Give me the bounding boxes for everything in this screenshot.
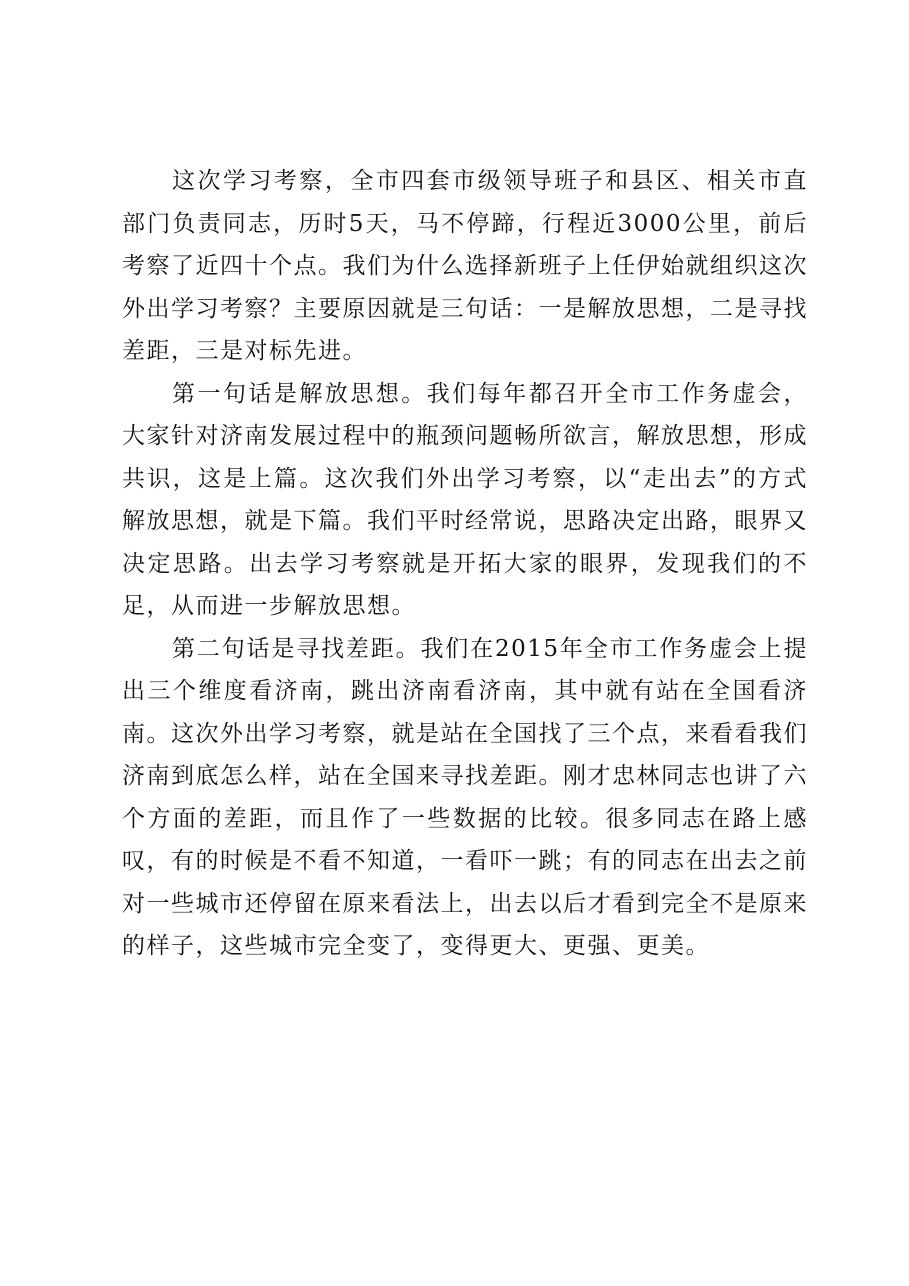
- document-body: [122, 0, 808, 968]
- paragraph-2: 第一句话是解放思想。我们每年都召开全市工作务虚会，大家针对济南发展过程中的瓶颈问题畅所欲言，解放思想，形成共识，这是上篇。这次我们外出学习考察，以“走出去”的方式解放思想，就是下篇。我们平时经常说，思路决定出路，眼界又决定思路。出去学习考察就是开拓大家的眼界，发现我们的不足，从而进一步解放思想。: [122, 380, 808, 619]
- paragraph-3: 第二句话是寻找差距。我们在2015年全市工作务虚会上提出三个维度看济南，跳出济南看济南，其中就有站在全国看济南。这次外出学习考察，就是站在全国找了三个点，来看看我们济南到底怎么样，站在全国来寻找差距。刚才忠林同志也讲了六个方面的差距，而且作了一些数据的比较。很多同志在路上感叹，有的时候是不看不知道，一看吓一跳；有的同志在出去之前对一些城市还停留在原来看法上，出去以后才看到完全不是原来的样子，这些城市完全变了，变得更大、更强、更美。: [122, 635, 808, 959]
- paragraph-1: 这次学习考察，全市四套市级领导班子和县区、相关市直部门负责同志，历时5天，马不停蹄，行程近3000公里，前后考察了近四十个点。我们为什么选择新班子上任伊始就组织这次外出学习考察？主要原因就是三句话：一是解放思想，二是寻找差距，三是对标先进。: [122, 168, 808, 364]
